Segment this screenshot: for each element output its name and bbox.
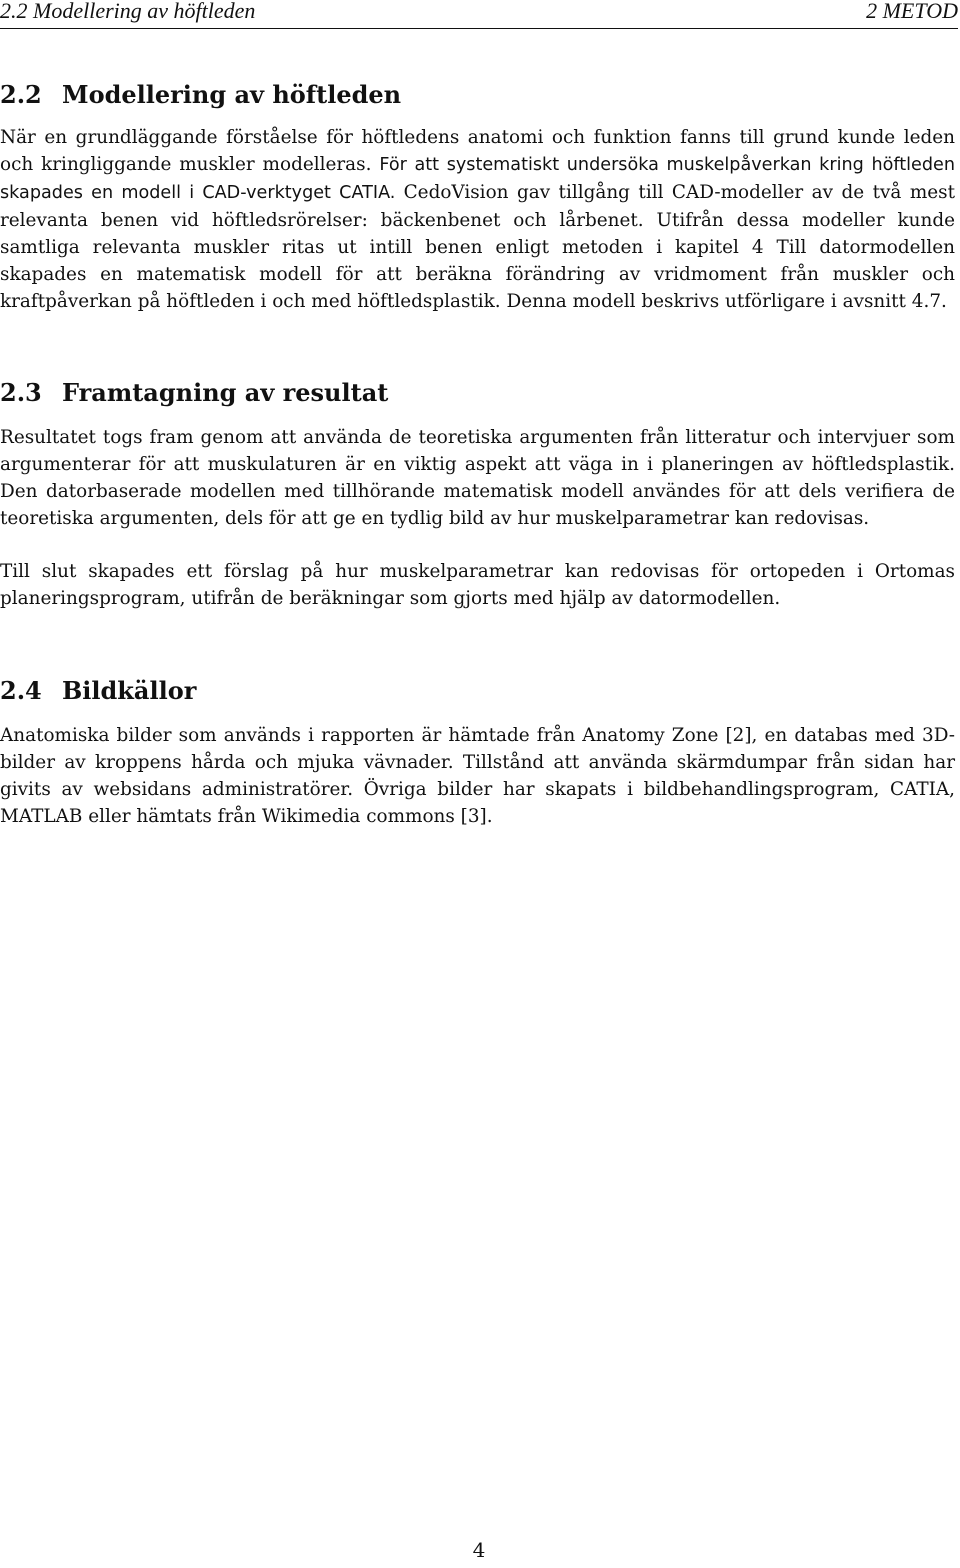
section-title: Modellering av höftleden bbox=[62, 80, 402, 109]
header-section-title: 2.2 Modellering av höftleden bbox=[0, 0, 256, 23]
paragraph-text: Utifrån dessa modeller kunde samtliga relevanta muskler ritas ut intill benen enligt metoden i kapitel 4 Till datormodellen skapades en matematisk modell för att beräkna förändring av vridmoment från muskler och kraftpåverkan på höftleden i och med höftledsplastik. Denna modell beskrivs utförligare i avsnitt 4.7. bbox=[0, 210, 955, 312]
section-heading bbox=[0, 676, 955, 706]
paragraph-text-sans: För att systematiskt undersöka muskelpåverkan kring höftleden skapades en modell i CAD-verktyget CATIA. bbox=[0, 155, 955, 203]
running-header bbox=[0, 0, 958, 29]
section-number: 2.3 bbox=[0, 378, 42, 407]
page-number: 4 bbox=[472, 1538, 486, 1562]
section-framtagning bbox=[0, 378, 955, 612]
paragraph-text: När en grundläggande förståelse för höftledens anatomi och funktion fanns till grund kunde leden och kringliggande muskler modelleras. bbox=[0, 127, 955, 175]
paragraph: Resultatet togs fram genom att använda de teoretiska argumenten från litteratur och intervjuer som argumenterar för att muskulaturen är en viktig aspekt att väga in i planeringen av höftledsplastik. Den datorbaserade modellen med tillhörande matematisk modell användes för att dels verifiera de teoretiska argumenten, dels för att ge en tydlig bild av hur muskelparametrar kan redovisas. bbox=[0, 427, 955, 529]
section-bildkallor bbox=[0, 676, 955, 830]
section-number: 2.4 bbox=[0, 676, 42, 705]
section-heading bbox=[0, 80, 955, 110]
section-modellering bbox=[0, 80, 955, 315]
header-chapter-title: 2 METOD bbox=[866, 0, 958, 23]
section-title: Bildkällor bbox=[62, 676, 197, 705]
paragraph-text: CedoVision gav tillgång till CAD-modeller av de två mest relevanta benen vid höftledsrörelser: bäckenbenet och lårbenet. bbox=[0, 182, 955, 231]
paragraph: Anatomiska bilder som används i rapporten är hämtade från Anatomy Zone [2], en databas med 3D-bilder av kroppens hårda och mjuka vävnader. Tillstånd att använda skärmdumpar från sidan har givits av websidans administratörer. Övriga bilder har skapats i bildbehandlingsprogram, CATIA, MATLAB eller hämtats från Wikimedia commons [3]. bbox=[0, 725, 955, 827]
paragraph: Till slut skapades ett förslag på hur muskelparametrar kan redovisas för ortopeden i Ortomas planeringsprogram, utifrån de beräkningar som gjorts med hjälp av datormodellen. bbox=[0, 561, 955, 609]
paragraph bbox=[0, 124, 955, 315]
section-heading bbox=[0, 378, 955, 408]
section-title: Framtagning av resultat bbox=[62, 378, 389, 407]
section-number: 2.2 bbox=[0, 80, 42, 109]
